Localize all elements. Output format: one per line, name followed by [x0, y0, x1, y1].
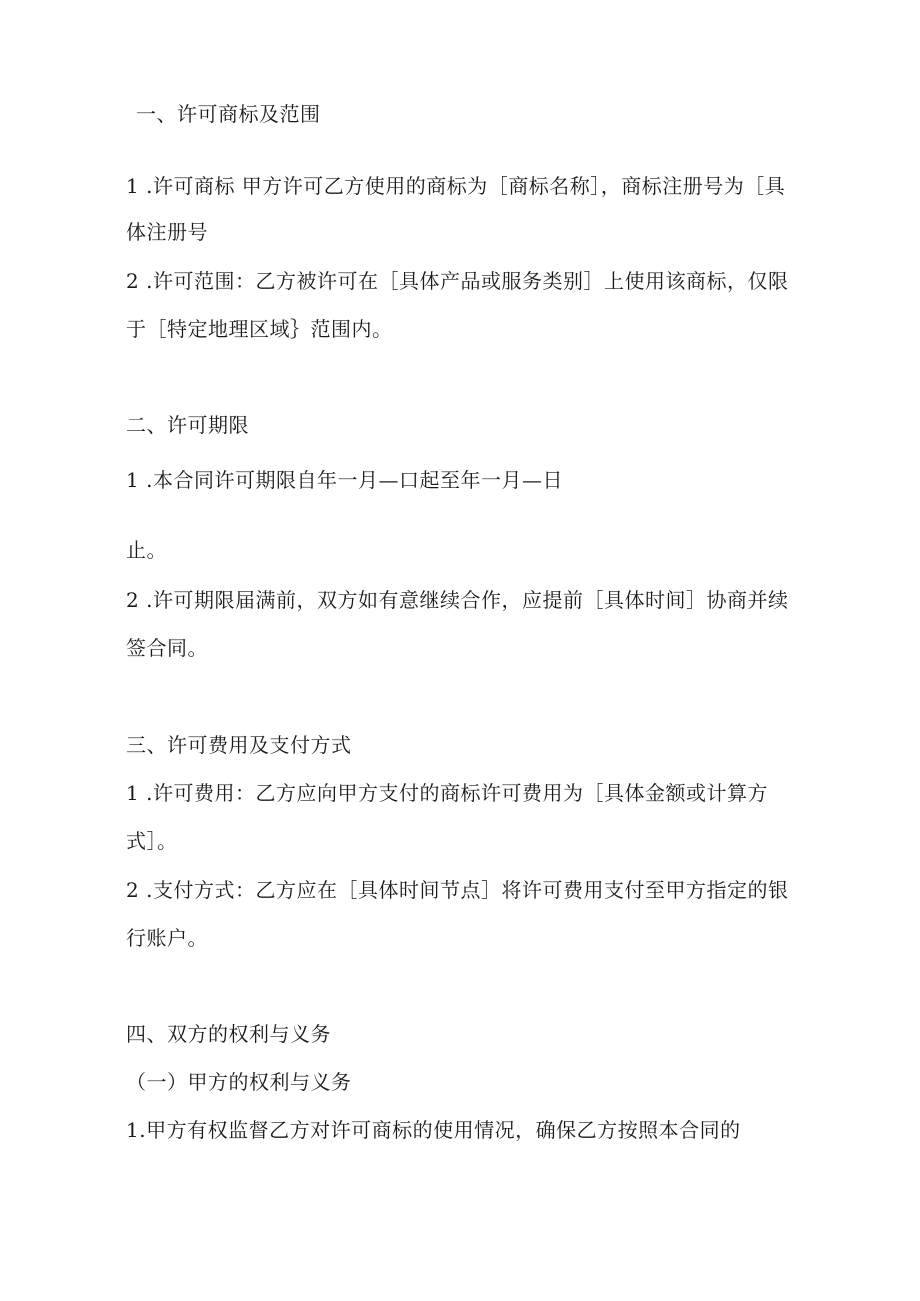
section-1-heading: 一、许可商标及范围	[136, 102, 321, 126]
section-1-item-1-line-1: 1 .许可商标 甲方许可乙方使用的商标为［商标名称］，商标注册号为［具	[126, 174, 786, 198]
section-3-heading: 三、许可费用及支付方式	[126, 733, 352, 757]
section-2-item-1-line-1: 1 .本合同许可期限自年一月—口起至年一月—日	[126, 468, 563, 492]
section-4-heading: 四、双方的权利与义务	[126, 1022, 331, 1046]
section-1-item-1-line-2: 体注册号	[126, 220, 208, 244]
section-4-item-1-line-1: 1.甲方有权监督乙方对许可商标的使用情况，确保乙方按照本合同的	[126, 1118, 741, 1142]
section-3-item-1-line-2: 式］。	[126, 829, 178, 853]
section-2-item-2-line-2: 签合同。	[126, 636, 208, 660]
section-3-item-2-line-1: 2 .支付方式：乙方应在［具体时间节点］将许可费用支付至甲方指定的银	[126, 878, 789, 902]
section-2-item-1-line-2: 止。	[126, 538, 167, 562]
section-3-item-2-line-2: 行账户。	[126, 926, 208, 950]
section-1-item-2-line-2: 于［特定地理区域｝范围内。	[126, 317, 393, 341]
section-2-item-2-line-1: 2 .许可期限届满前，双方如有意继续合作，应提前［具体时间］协商并续	[126, 588, 789, 612]
section-4-subheading: （一）甲方的权利与义务	[126, 1070, 352, 1094]
section-1-item-2-line-1: 2 .许可范围：乙方被许可在［具体产品或服务类别］上使用该商标，仅限	[126, 269, 789, 293]
section-3-item-1-line-1: 1 .许可费用：乙方应向甲方支付的商标许可费用为［具体金额或计算方	[126, 781, 768, 805]
section-2-heading: 二、许可期限	[126, 413, 249, 437]
